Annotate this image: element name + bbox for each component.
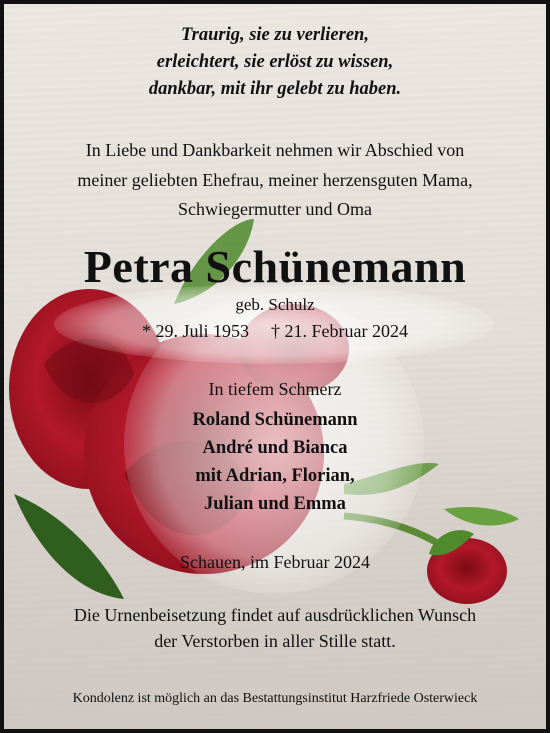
deceased-name: Petra Schünemann [83, 241, 467, 292]
urn-line: Die Urnenbeisetzung findet auf ausdrücklichen Wunsch [73, 605, 477, 625]
poem-line: Traurig, sie zu verlieren, [181, 25, 369, 45]
urn-notice [4, 602, 546, 654]
mourning-heading: In tiefem Schmerz [208, 379, 342, 399]
death-date: † 21. Februar 2024 [271, 321, 408, 341]
intro-text [4, 136, 546, 225]
urn-line: der Verstorben in aller Stille statt. [154, 631, 396, 651]
birth-date: * 29. Juli 1953 [142, 321, 250, 341]
mourner-line: André und Bianca [202, 438, 348, 458]
mourners-list [4, 406, 546, 518]
birth-name: geb. Schulz [235, 295, 315, 314]
life-dates [4, 318, 546, 344]
poem [4, 22, 546, 103]
condolence-note: Kondolenz ist möglich an das Bestattungsinstitut Harzfriede Osterwieck [72, 691, 478, 706]
poem-line: dankbar, mit ihr gelebt zu haben. [148, 79, 402, 99]
mourner-line: Julian und Emma [204, 494, 346, 514]
place-date: Schauen, im Februar 2024 [180, 552, 370, 572]
intro-line: Schwiegermutter und Oma [178, 199, 372, 219]
intro-line: meiner geliebten Ehefrau, meiner herzensguten Mama, [77, 169, 473, 190]
mourner-line: mit Adrian, Florian, [195, 466, 355, 486]
mourner-line: Roland Schünemann [192, 410, 358, 430]
intro-line: In Liebe und Dankbarkeit nehmen wir Abschied von [85, 140, 465, 160]
poem-line: erleichtert, sie erlöst zu wissen, [156, 52, 394, 72]
